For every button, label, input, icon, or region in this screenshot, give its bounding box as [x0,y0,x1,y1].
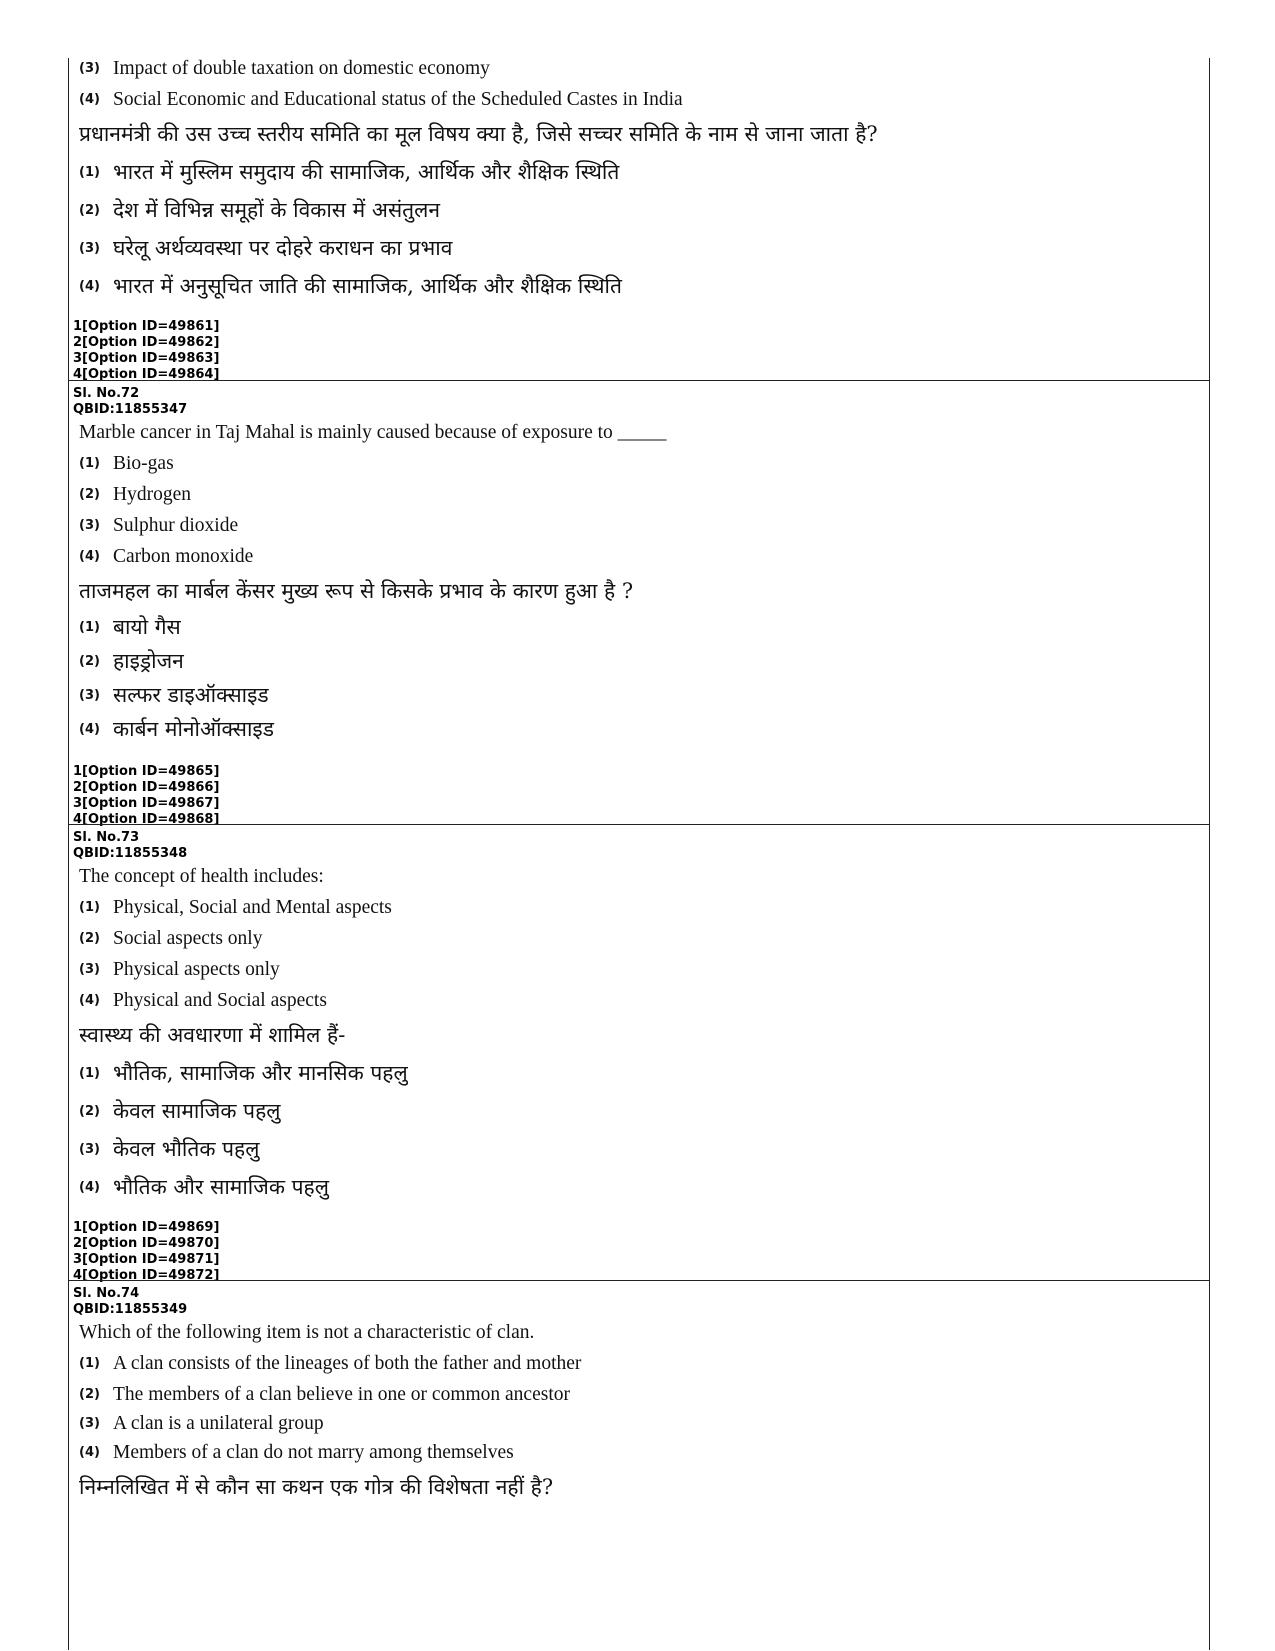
option-row [69,448,1209,479]
option-id: 2[Option ID=49866] [73,780,220,795]
option-id: 2[Option ID=49870] [73,1236,220,1251]
option-row [69,53,1209,84]
option-number: (4) [79,92,100,107]
option-number: (1) [79,900,100,915]
option-number: (2) [79,1103,100,1119]
option-number: (1) [79,164,100,180]
option-row [69,644,1209,678]
serial-number: Sl. No.72 [73,386,140,401]
qbid: QBID:11855348 [73,846,188,861]
question-text-hindi: स्वास्थ्य की अवधारणा में शामिल हैं- [79,1023,346,1047]
option-text: Physical and Social aspects [113,989,327,1011]
option-text: बायो गैस [113,615,181,639]
option-row [69,985,1209,1016]
option-row [69,541,1209,572]
option-text: Hydrogen [113,483,191,505]
option-text: केवल भौतिक पहलु [113,1137,260,1161]
option-number: (3) [79,61,100,76]
option-text: सल्फर डाइऑक्साइड [113,683,269,707]
question-73 [69,824,1209,1284]
option-text: भौतिक, सामाजिक और मानसिक पहलु [113,1061,408,1085]
option-row [69,84,1209,115]
option-row [69,954,1209,985]
option-number: (4) [79,549,100,564]
option-text: Bio-gas [113,452,174,474]
option-id: 1[Option ID=49861] [73,319,220,334]
question-paper-frame [68,58,1210,1650]
option-text: हाइड्रोजन [113,649,184,673]
option-number: (1) [79,456,100,471]
option-text: भौतिक और सामाजिक पहलु [113,1175,329,1199]
qbid: QBID:11855347 [73,402,188,417]
option-text: Sulphur dioxide [113,514,239,536]
question-71-continued [69,53,1209,383]
option-text: A clan is a unilateral group [113,1412,324,1434]
option-number: (1) [79,1356,100,1371]
option-row [69,479,1209,510]
option-text: केवल सामाजिक पहलु [113,1099,281,1123]
option-text: A clan consists of the lineages of both the father and mother [113,1352,582,1374]
option-text: भारत में मुस्लिम समुदाय की सामाजिक, आर्थिक और शैक्षिक स्थिति [113,160,620,184]
option-number: (2) [79,653,100,669]
question-text-hindi: ताजमहल का मार्बल केंसर मुख्य रूप से किसके प्रभाव के कारण हुआ है ? [79,579,634,603]
option-id-list [69,764,1209,828]
option-number: (3) [79,1416,100,1431]
option-id: 1[Option ID=49865] [73,764,220,779]
option-number: (4) [79,1179,100,1195]
option-text: The members of a clan believe in one or common ancestor [113,1383,570,1405]
option-number: (3) [79,240,100,256]
option-row [69,1379,1209,1410]
option-text: देश में विभिन्न समूहों के विकास में असंतुलन [113,198,441,222]
option-number: (3) [79,962,100,977]
question-74 [69,1280,1209,1506]
option-text: Social Economic and Educational status of the Scheduled Castes in India [113,88,683,110]
option-text: Physical aspects only [113,958,280,980]
option-row [69,1130,1209,1168]
option-id: 4[Option ID=49872] [73,1268,220,1283]
option-number: (3) [79,687,100,703]
option-row [69,923,1209,954]
option-text: Carbon monoxide [113,545,254,567]
option-number: (1) [79,1065,100,1081]
question-text-english: Marble cancer in Taj Mahal is mainly caused because of exposure to _____ [79,422,667,443]
option-row [69,1092,1209,1130]
option-row [69,892,1209,923]
option-number: (4) [79,278,100,294]
option-number: (2) [79,487,100,502]
option-text: कार्बन मोनोऑक्साइड [113,717,274,741]
option-row [69,191,1209,229]
option-row [69,1437,1209,1468]
option-row [69,229,1209,267]
option-number: (1) [79,619,100,635]
option-row [69,712,1209,746]
option-text: Physical, Social and Mental aspects [113,896,392,918]
option-number: (2) [79,202,100,218]
option-row [69,1348,1209,1379]
option-text: भारत में अनुसूचित जाति की सामाजिक, आर्थिक और शैक्षिक स्थिति [113,274,622,298]
option-id: 4[Option ID=49868] [73,812,220,827]
question-text-english: Which of the following item is not a characteristic of clan. [79,1322,535,1343]
option-id: 2[Option ID=49862] [73,335,220,350]
option-text: Social aspects only [113,927,263,949]
option-row [69,678,1209,712]
serial-number: Sl. No.73 [73,830,140,845]
option-id: 3[Option ID=49867] [73,796,220,811]
option-id-list [69,319,1209,383]
serial-number: Sl. No.74 [73,1286,140,1301]
option-row [69,153,1209,191]
question-text-hindi: निम्नलिखित में से कौन सा कथन एक गोत्र की विशेषता नहीं है? [79,1475,554,1499]
option-row [69,510,1209,541]
option-number: (4) [79,721,100,737]
question-text-english: The concept of health includes: [79,866,324,887]
question-text-hindi: प्रधानमंत्री की उस उच्च स्तरीय समिति का मूल विषय क्या है, जिसे सच्चर समिति के नाम से जाना जाता है? [79,122,878,146]
option-row [69,1168,1209,1206]
question-72 [69,380,1209,828]
option-id: 4[Option ID=49864] [73,367,220,382]
option-id: 3[Option ID=49863] [73,351,220,366]
option-number: (2) [79,1387,100,1402]
option-text: Impact of double taxation on domestic economy [113,57,490,79]
option-row [69,610,1209,644]
qbid: QBID:11855349 [73,1302,188,1317]
option-number: (4) [79,993,100,1008]
option-number: (4) [79,1445,100,1460]
option-text: Members of a clan do not marry among themselves [113,1441,514,1463]
option-id-list [69,1220,1209,1284]
option-text: घरेलू अर्थव्यवस्था पर दोहरे कराधन का प्रभाव [113,236,453,260]
option-row [69,1410,1209,1437]
option-id: 1[Option ID=49869] [73,1220,220,1235]
option-row [69,267,1209,305]
option-number: (3) [79,518,100,533]
option-number: (3) [79,1141,100,1157]
option-number: (2) [79,931,100,946]
option-row [69,1054,1209,1092]
option-id: 3[Option ID=49871] [73,1252,220,1267]
